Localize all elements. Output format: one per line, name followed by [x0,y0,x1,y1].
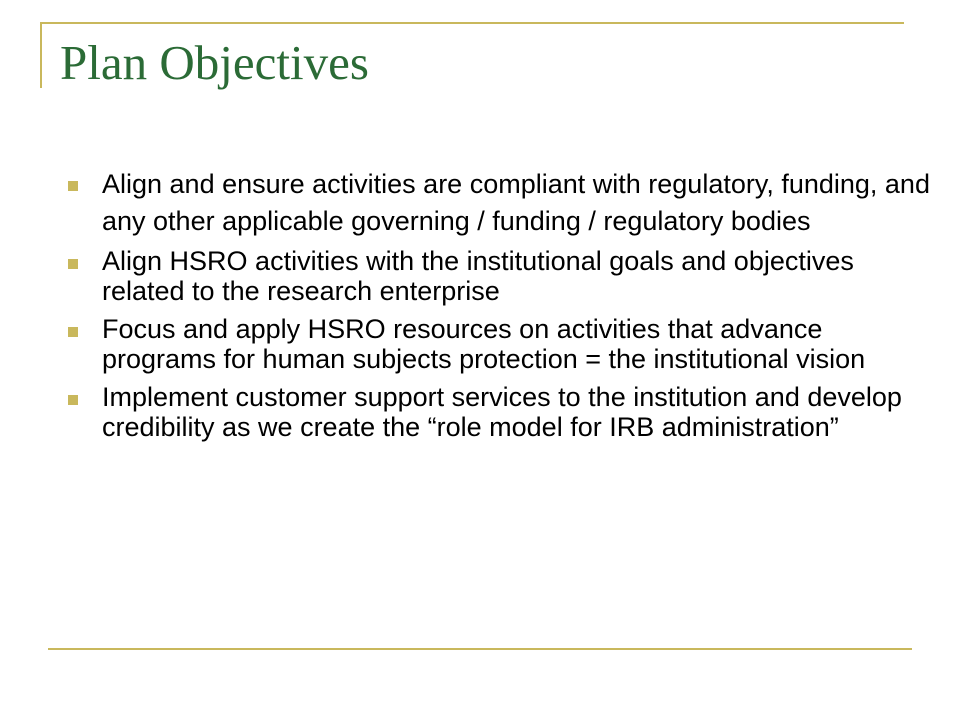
bullet-item [64,314,930,374]
bullet-list [64,166,930,450]
bullet-text: Align and ensure activities are compliant with regulatory, funding, and any other applicable governing / funding / regulatory bodies [102,169,930,236]
bottom-rule [48,648,912,650]
bullet-text: Implement customer support services to the institution and develop credibility as we create the “role model for IRB administration” [102,382,902,442]
square-bullet-icon [68,259,78,269]
bullet-text: Align HSRO activities with the institutional goals and objectives related to the research enterprise [102,246,854,306]
top-rule [40,22,904,24]
square-bullet-icon [68,327,78,337]
bullet-item [64,246,930,306]
square-bullet-icon [68,395,78,405]
left-rule [40,22,42,88]
bullet-text: Focus and apply HSRO resources on activities that advance programs for human subjects protection = the institutional vision [102,314,866,374]
square-bullet-icon [68,181,78,191]
bullet-item [64,166,930,240]
bullet-item [64,382,930,442]
slide-title: Plan Objectives [60,35,369,90]
